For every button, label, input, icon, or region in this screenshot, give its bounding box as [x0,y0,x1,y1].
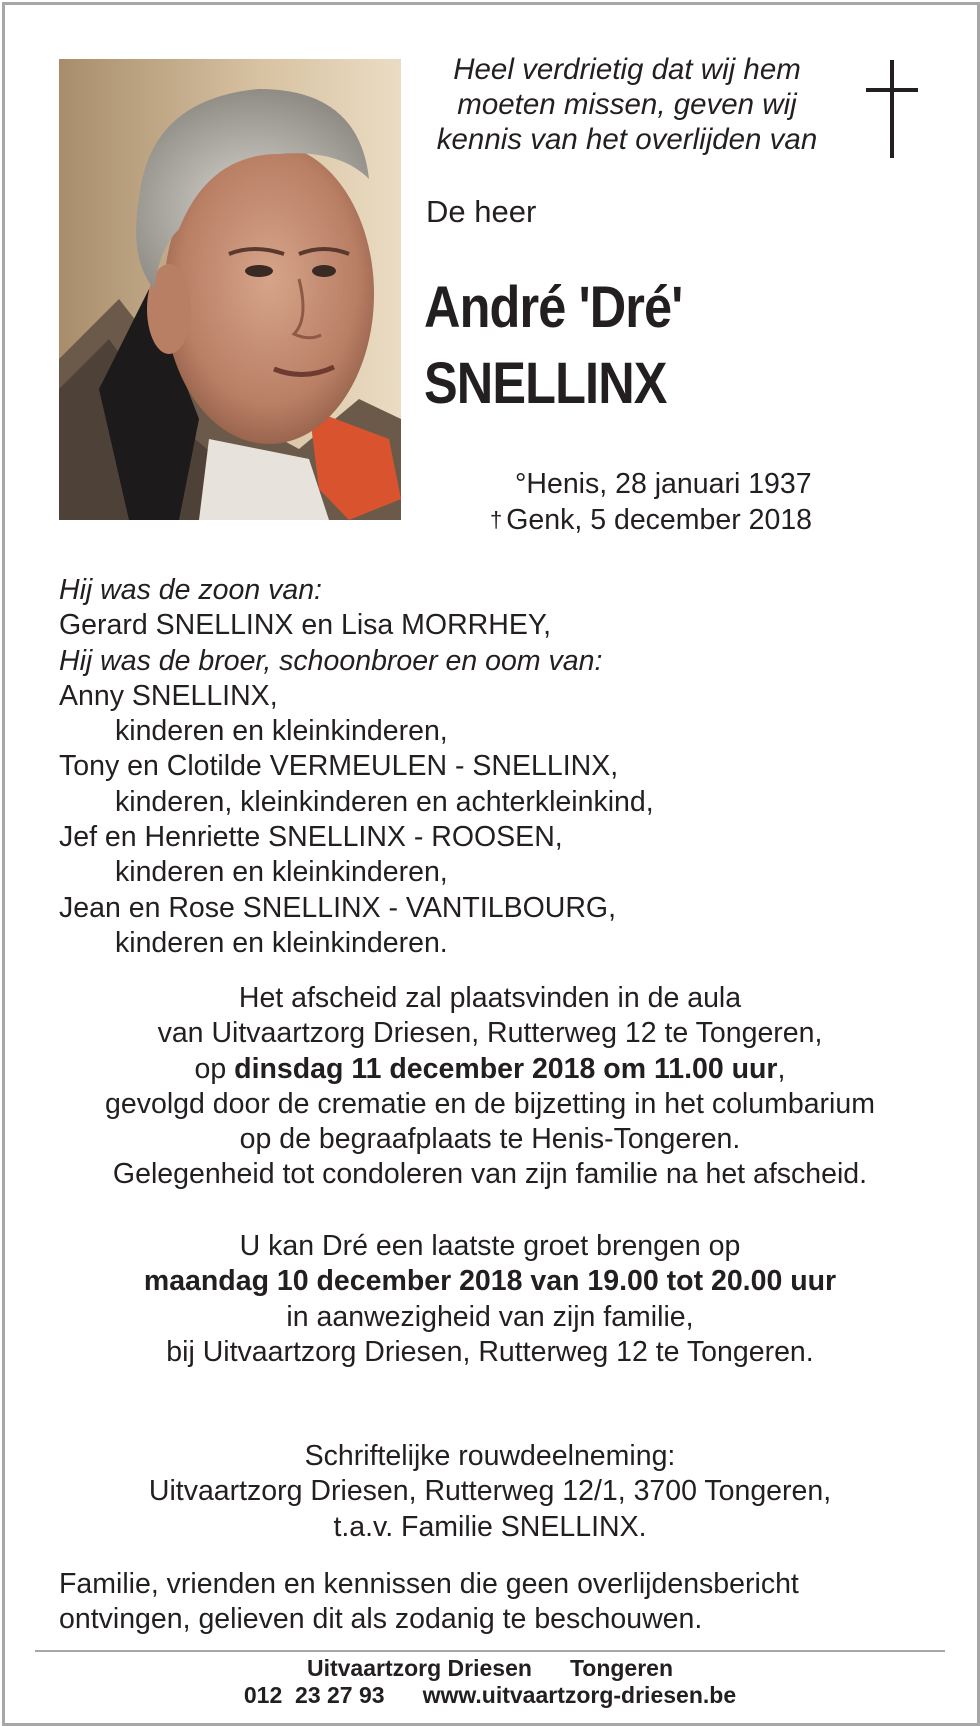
portrait-photo [59,59,401,520]
farewell-line: Het afscheid zal plaatsvinden in de aula [238,982,742,1014]
visit-paragraph [40,1229,940,1370]
family-line: Tony en Clotilde VERMEULEN - SNELLINX, [59,750,619,783]
farewell-date: dinsdag 11 december 2018 om 11.00 uur [234,1052,778,1085]
remark-line: ontvingen, gelieven dit als zodanig te beschouwen. [59,1603,703,1636]
family-line: kinderen en kleinkinderen. [115,926,448,959]
visit-date [40,1264,940,1299]
footer-line-1 [40,1655,940,1682]
family-line: Hij was de zoon van: [59,574,322,606]
footer-website-link[interactable]: www.uitvaartzorg-driesen.be [422,1682,737,1708]
family-line: Gerard SNELLINX en Lisa MORRHEY, [59,609,552,642]
intro-line: moeten missen, geven wij [457,88,797,121]
farewell-line: op de begraafplaats te Henis-Tongeren. [239,1123,741,1156]
condolence-line: t.a.v. Familie SNELLINX. [333,1510,647,1543]
notice-remark [59,1567,939,1638]
death-date: Genk, 5 december 2018 [506,504,813,536]
condolence-paragraph [40,1439,940,1545]
dagger-icon: † [490,507,503,532]
family-line: Anny SNELLINX, [59,679,278,712]
footer-phone[interactable]: 012 23 27 93 [243,1682,385,1708]
intro-line: kennis van het overlijden van [436,123,818,156]
farewell-line: van Uitvaartzorg Driesen, Rutterweg 12 te Tongeren, [157,1017,823,1050]
condolence-line: Schriftelijke rouwdeelneming: [304,1440,676,1472]
intro-text [420,52,834,157]
farewell-paragraph [40,981,940,1193]
remark-line: Familie, vrienden en kennissen die geen overlijdensbericht [59,1568,799,1600]
family-line: Jef en Henriette SNELLINX - ROOSEN, [59,821,563,854]
family-line: kinderen, kleinkinderen en achterkleinkind, [115,785,654,818]
farewell-line: Gelegenheid tot condoleren van zijn familie na het afscheid. [112,1158,868,1191]
farewell-prefix: op [194,1052,235,1085]
visit-line: in aanwezigheid van zijn familie, [286,1300,694,1333]
birth-date: °Henis, 28 januari 1937 [515,468,812,500]
condolence-line: Uitvaartzorg Driesen, Rutterweg 12/1, 3700 Tongeren, [148,1475,832,1508]
death-row [470,502,870,538]
footer-city: Tongeren [569,1655,674,1681]
farewell-line: gevolgd door de crematie en de bijzetting in het columbarium [105,1087,875,1120]
footer-divider [35,1650,945,1652]
family-line: Hij was de broer, schoonbroer en oom van: [59,644,603,677]
family-line: kinderen en kleinkinderen, [115,715,448,748]
footer-company: Uitvaartzorg Driesen [306,1655,532,1681]
visit-line: U kan Dré een laatste groet brengen op [239,1230,741,1262]
family-list [59,573,919,961]
deceased-first-name: André 'Dré' [424,275,683,340]
deceased-last-name: SNELLINX [424,351,667,416]
footer-line-2 [40,1682,940,1709]
funeral-home-footer [40,1655,940,1709]
farewell-date-line [40,1052,940,1087]
visit-date-text: maandag 10 december 2018 van 19.00 tot 20.00 uur [143,1265,837,1298]
visit-line: bij Uitvaartzorg Driesen, Rutterweg 12 te Tongeren. [166,1335,814,1368]
intro-line: Heel verdrietig dat wij hem [453,53,801,86]
farewell-suffix: , [777,1052,786,1085]
deceased-name [424,270,682,422]
cross-icon [862,60,922,160]
family-line: kinderen en kleinkinderen, [115,856,448,889]
life-dates [470,466,870,538]
salutation: De heer [426,194,537,229]
family-line: Jean en Rose SNELLINX - VANTILBOURG, [59,891,617,924]
